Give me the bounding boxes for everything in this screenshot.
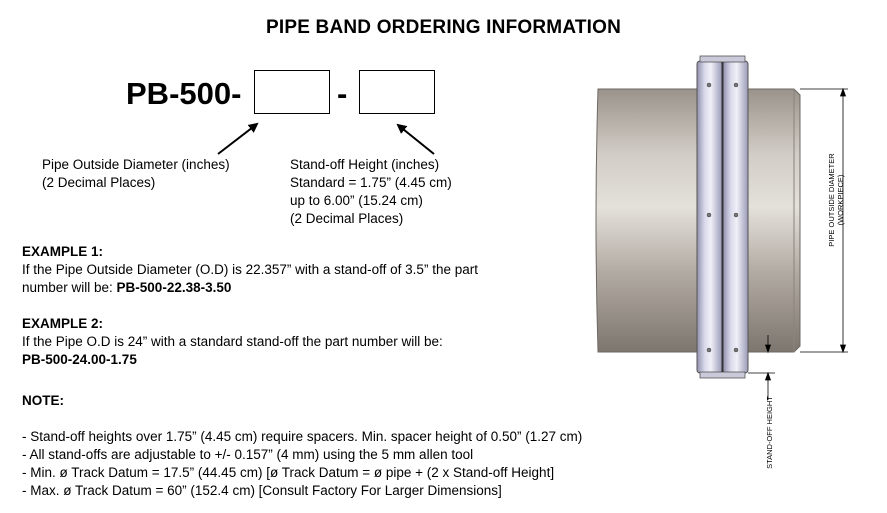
standoff-dimension-label: STAND-OFF HEIGHT bbox=[765, 396, 774, 469]
diameter-label-line: Pipe Outside Diameter (inches) bbox=[42, 157, 230, 172]
example-1-part-number: PB-500-22.38-3.50 bbox=[116, 280, 232, 295]
note-item: - All stand-offs are adjustable to +/- 0.157” (4 mm) using the 5 mm allen tool bbox=[22, 447, 474, 462]
part-number-prefix: PB-500- bbox=[126, 76, 242, 111]
example-2-text: If the Pipe O.D is 24” with a standard stand-off the part number will be: bbox=[22, 334, 443, 349]
example-1-heading: EXAMPLE 1: bbox=[22, 244, 104, 259]
example-2-heading: EXAMPLE 2: bbox=[22, 316, 104, 331]
page-title: PIPE BAND ORDERING INFORMATION bbox=[265, 17, 622, 38]
standoff-label-line: up to 6.00” (15.24 cm) bbox=[290, 193, 423, 208]
note-heading: NOTE: bbox=[22, 393, 64, 408]
example-1-text: If the Pipe Outside Diameter (O.D) is 22.357” with a stand-off of 3.5” the part bbox=[22, 262, 478, 277]
standoff-label-line: Standard = 1.75” (4.45 cm) bbox=[290, 175, 452, 190]
diameter-dimension-label-line: PIPE OUTSIDE DIAMETER bbox=[827, 153, 836, 247]
example-2-part-number: PB-500-24.00-1.75 bbox=[22, 352, 137, 367]
note-item: - Min. ø Track Datum = 17.5” (44.45 cm) [ø Track Datum = ø pipe + (2 x Stand-off Height] bbox=[22, 465, 555, 480]
part-number-separator: - bbox=[337, 76, 348, 111]
standoff-label-line: (2 Decimal Places) bbox=[290, 211, 404, 226]
example-1-text: number will be: bbox=[22, 280, 117, 295]
standoff-label-line: Stand-off Height (inches) bbox=[290, 157, 440, 172]
band-lug-top bbox=[700, 56, 745, 62]
diameter-dimension-label-line: (WORKPIECE) bbox=[836, 174, 845, 226]
band-lug-bottom bbox=[700, 372, 745, 378]
diameter-label-line: (2 Decimal Places) bbox=[42, 175, 156, 190]
note-item: - Max. ø Track Datum = 60” (152.4 cm) [Consult Factory For Larger Dimensions] bbox=[22, 483, 502, 498]
note-item: - Stand-off heights over 1.75” (4.45 cm) require spacers. Min. spacer height of 0.50” (1.27 cm) bbox=[22, 429, 583, 444]
diameter-dimension-label bbox=[827, 130, 845, 270]
